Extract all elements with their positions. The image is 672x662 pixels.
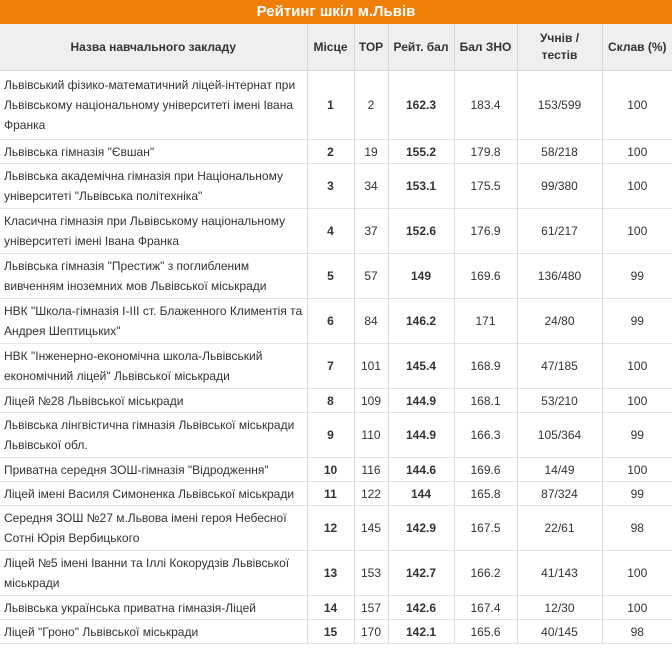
- pass-cell: 100: [602, 209, 672, 254]
- school-name: Ліцей №5 імені Іванни та Іллі Кокорудзів Львівської міськради: [0, 551, 307, 596]
- students-cell: 87/324: [517, 482, 602, 506]
- top-cell: 116: [354, 458, 388, 482]
- rating-cell: 155.2: [388, 140, 454, 164]
- students-cell: 53/210: [517, 389, 602, 413]
- place-cell: 9: [307, 413, 354, 458]
- pass-cell: 100: [602, 551, 672, 596]
- rating-cell: 142.7: [388, 551, 454, 596]
- zno-cell: 166.2: [454, 551, 517, 596]
- zno-cell: 165.6: [454, 620, 517, 644]
- table-row: [0, 254, 672, 299]
- zno-cell: 169.6: [454, 254, 517, 299]
- zno-cell: 168.1: [454, 389, 517, 413]
- zno-cell: 167.5: [454, 506, 517, 551]
- table-row: [0, 482, 672, 506]
- pass-cell: 100: [602, 458, 672, 482]
- place-cell: 8: [307, 389, 354, 413]
- school-name: Приватна середня ЗОШ-гімназія "Відродження": [0, 458, 307, 482]
- place-cell: 12: [307, 506, 354, 551]
- table-row: [0, 209, 672, 254]
- school-name: Ліцей імені Василя Симоненка Львівської міськради: [0, 482, 307, 506]
- pass-cell: 99: [602, 299, 672, 344]
- top-cell: 109: [354, 389, 388, 413]
- column-header-students[interactable]: Учнів / тестів: [517, 24, 602, 71]
- place-cell: 15: [307, 620, 354, 644]
- table-row: [0, 506, 672, 551]
- place-cell: 1: [307, 71, 354, 140]
- zno-cell: 175.5: [454, 164, 517, 209]
- top-cell: 2: [354, 71, 388, 140]
- zno-cell: 166.3: [454, 413, 517, 458]
- pass-cell: 100: [602, 140, 672, 164]
- table-row: [0, 344, 672, 389]
- students-cell: 136/480: [517, 254, 602, 299]
- pass-cell: 98: [602, 620, 672, 644]
- students-cell: 58/218: [517, 140, 602, 164]
- rating-cell: 152.6: [388, 209, 454, 254]
- students-cell: 153/599: [517, 71, 602, 140]
- table-row: [0, 71, 672, 140]
- pass-cell: 100: [602, 389, 672, 413]
- students-cell: 41/143: [517, 551, 602, 596]
- column-header-place[interactable]: Місце: [307, 24, 354, 71]
- top-cell: 145: [354, 506, 388, 551]
- top-cell: 170: [354, 620, 388, 644]
- place-cell: 13: [307, 551, 354, 596]
- rating-cell: 142.6: [388, 596, 454, 620]
- rating-cell: 144.9: [388, 413, 454, 458]
- rating-cell: 144: [388, 482, 454, 506]
- table-row: [0, 458, 672, 482]
- place-cell: 14: [307, 596, 354, 620]
- pass-cell: 99: [602, 254, 672, 299]
- place-cell: 4: [307, 209, 354, 254]
- rating-cell: 145.4: [388, 344, 454, 389]
- school-name: Львівська українська приватна гімназія-Ліцей: [0, 596, 307, 620]
- rating-table: [0, 24, 672, 644]
- students-cell: 61/217: [517, 209, 602, 254]
- top-cell: 84: [354, 299, 388, 344]
- column-header-name[interactable]: Назва навчального закладу: [0, 24, 307, 71]
- school-name: Львівська академічна гімназія при Національному університеті "Львівська політехніка": [0, 164, 307, 209]
- place-cell: 2: [307, 140, 354, 164]
- rating-cell: 142.1: [388, 620, 454, 644]
- students-cell: 22/61: [517, 506, 602, 551]
- zno-cell: 169.6: [454, 458, 517, 482]
- students-cell: 99/380: [517, 164, 602, 209]
- students-cell: 47/185: [517, 344, 602, 389]
- zno-cell: 176.9: [454, 209, 517, 254]
- school-name: Львівська гімназія "Престиж" з поглибленим вивченням іноземних мов Львівської міськради: [0, 254, 307, 299]
- pass-cell: 99: [602, 482, 672, 506]
- zno-cell: 165.8: [454, 482, 517, 506]
- top-cell: 122: [354, 482, 388, 506]
- pass-cell: 99: [602, 413, 672, 458]
- table-row: [0, 551, 672, 596]
- table-row: [0, 299, 672, 344]
- place-cell: 3: [307, 164, 354, 209]
- top-cell: 19: [354, 140, 388, 164]
- column-header-top[interactable]: ТОР: [354, 24, 388, 71]
- header-row: [0, 24, 672, 71]
- place-cell: 7: [307, 344, 354, 389]
- top-cell: 57: [354, 254, 388, 299]
- top-cell: 153: [354, 551, 388, 596]
- zno-cell: 168.9: [454, 344, 517, 389]
- table-title: Рейтинг шкіл м.Львів: [0, 0, 672, 24]
- table-row: [0, 413, 672, 458]
- zno-cell: 171: [454, 299, 517, 344]
- pass-cell: 100: [602, 596, 672, 620]
- rating-cell: 149: [388, 254, 454, 299]
- pass-cell: 98: [602, 506, 672, 551]
- table-row: [0, 140, 672, 164]
- school-name: НВК "Школа-гімназія І-ІІІ ст. Блаженного Климентія та Андрея Шептицьких": [0, 299, 307, 344]
- school-name: Ліцей "Гроно" Львівської міськради: [0, 620, 307, 644]
- school-name: Класична гімназія при Львівському національному університеті імені Івана Франка: [0, 209, 307, 254]
- students-cell: 12/30: [517, 596, 602, 620]
- table-row: [0, 596, 672, 620]
- school-name: Середня ЗОШ №27 м.Львова імені героя Небесної Сотні Юрія Вербицького: [0, 506, 307, 551]
- school-name: Львівська гімназія "Євшан": [0, 140, 307, 164]
- rating-cell: 142.9: [388, 506, 454, 551]
- place-cell: 5: [307, 254, 354, 299]
- school-name: Ліцей №28 Львівської міськради: [0, 389, 307, 413]
- top-cell: 37: [354, 209, 388, 254]
- rating-cell: 146.2: [388, 299, 454, 344]
- pass-cell: 100: [602, 71, 672, 140]
- pass-cell: 100: [602, 164, 672, 209]
- top-cell: 110: [354, 413, 388, 458]
- rating-cell: 144.9: [388, 389, 454, 413]
- school-name: Львівський фізико-математичний ліцей-інтернат при Львівському національному університеті імені Івана Франка: [0, 71, 307, 140]
- top-cell: 34: [354, 164, 388, 209]
- zno-cell: 179.8: [454, 140, 517, 164]
- table-row: [0, 389, 672, 413]
- zno-cell: 183.4: [454, 71, 517, 140]
- students-cell: 24/80: [517, 299, 602, 344]
- school-name: Львівська лінгвістична гімназія Львівської міськради Львівської обл.: [0, 413, 307, 458]
- students-cell: 14/49: [517, 458, 602, 482]
- school-name: НВК "Інженерно-економічна школа-Львівський економічний ліцей" Львівської міськради: [0, 344, 307, 389]
- place-cell: 11: [307, 482, 354, 506]
- rating-cell: 162.3: [388, 71, 454, 140]
- table-row: [0, 164, 672, 209]
- zno-cell: 167.4: [454, 596, 517, 620]
- pass-cell: 100: [602, 344, 672, 389]
- rating-cell: 144.6: [388, 458, 454, 482]
- students-cell: 105/364: [517, 413, 602, 458]
- column-header-pass[interactable]: Склав (%): [602, 24, 672, 71]
- place-cell: 10: [307, 458, 354, 482]
- top-cell: 101: [354, 344, 388, 389]
- table-row: [0, 620, 672, 644]
- students-cell: 40/145: [517, 620, 602, 644]
- top-cell: 157: [354, 596, 388, 620]
- column-header-rating[interactable]: Рейт. бал: [388, 24, 454, 71]
- place-cell: 6: [307, 299, 354, 344]
- column-header-zno[interactable]: Бал ЗНО: [454, 24, 517, 71]
- rating-cell: 153.1: [388, 164, 454, 209]
